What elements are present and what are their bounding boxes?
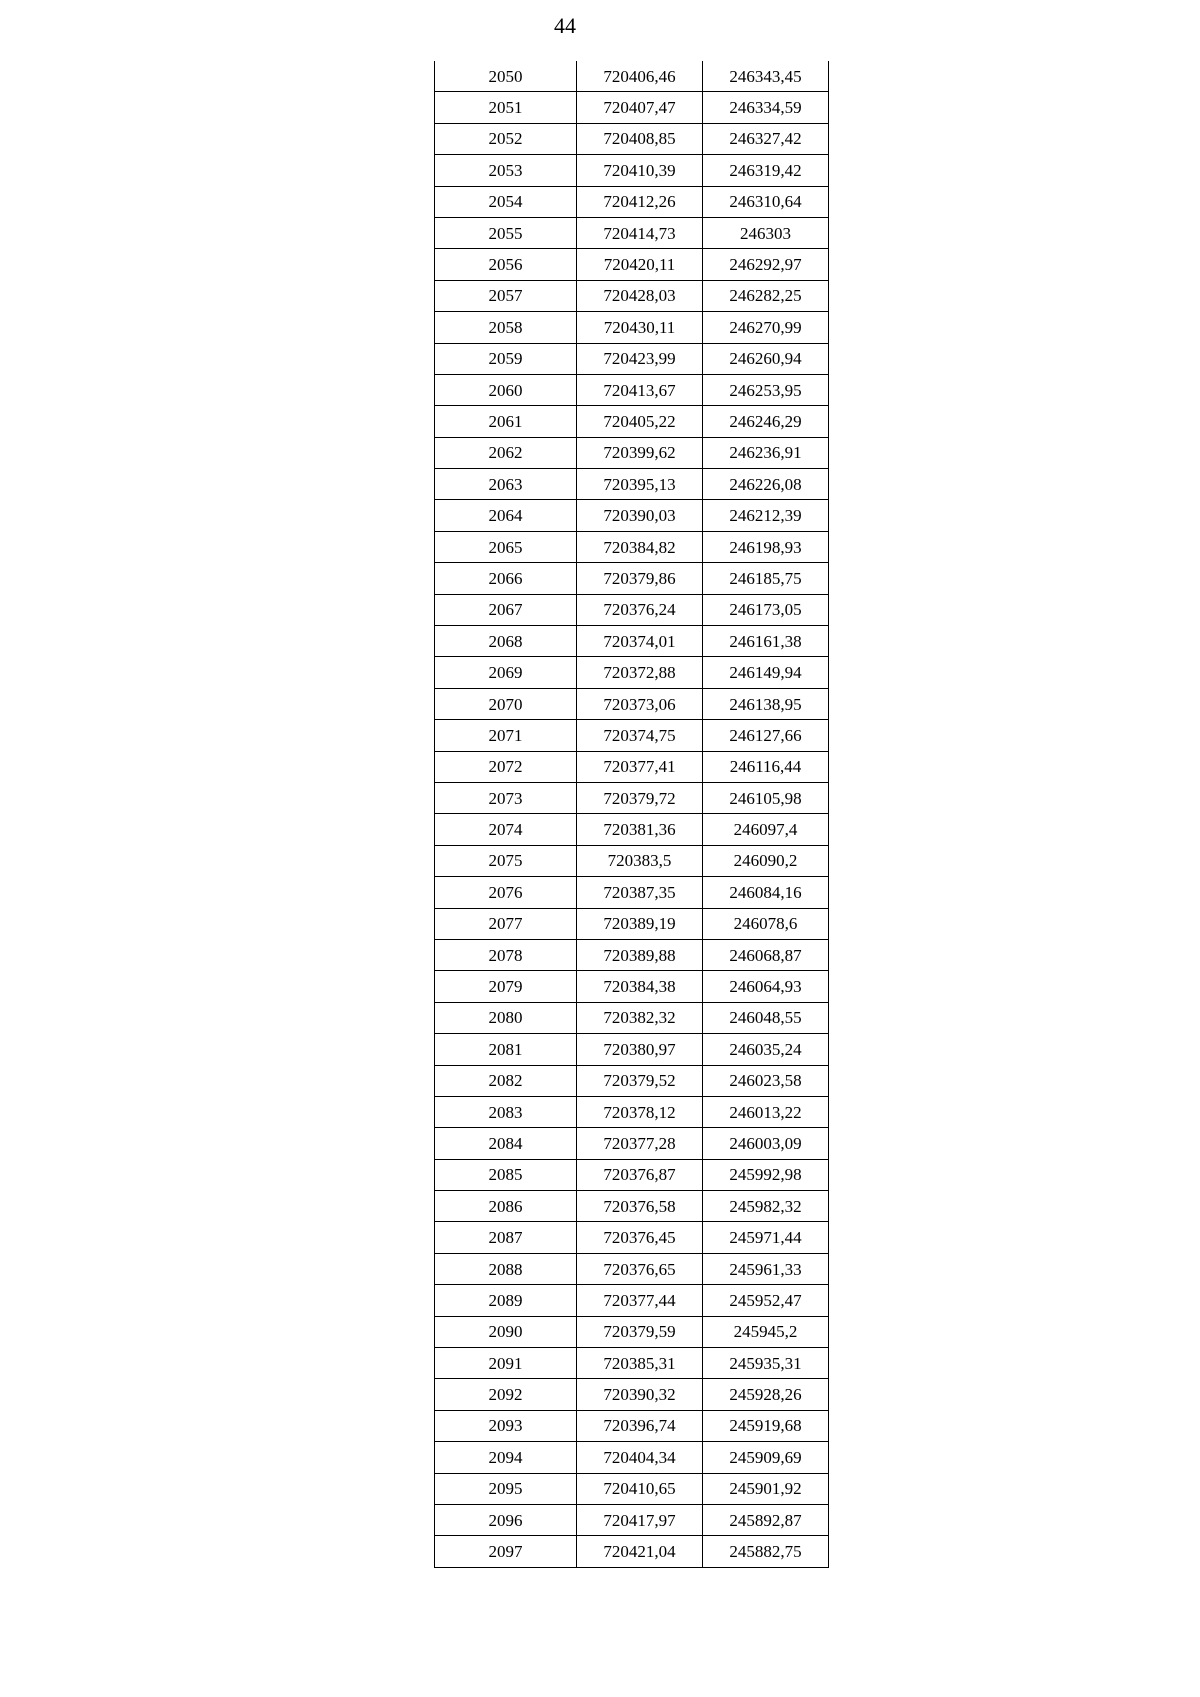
table-row (435, 1253, 829, 1284)
table-row (435, 217, 829, 248)
y-coordinate-cell: 246003,09 (703, 1128, 829, 1159)
x-coordinate-cell: 720372,88 (577, 657, 703, 688)
y-coordinate-cell: 245945,2 (703, 1316, 829, 1347)
point-number-cell: 2085 (435, 1159, 577, 1190)
y-coordinate-cell: 246260,94 (703, 343, 829, 374)
point-number-cell: 2083 (435, 1096, 577, 1127)
table-row (435, 123, 829, 154)
x-coordinate-cell: 720374,75 (577, 720, 703, 751)
x-coordinate-cell: 720384,38 (577, 971, 703, 1002)
table-row (435, 92, 829, 123)
point-number-cell: 2064 (435, 500, 577, 531)
x-coordinate-cell: 720377,41 (577, 751, 703, 782)
y-coordinate-cell: 246226,08 (703, 469, 829, 500)
y-coordinate-cell: 246035,24 (703, 1034, 829, 1065)
point-number-cell: 2071 (435, 720, 577, 751)
y-coordinate-cell: 246116,44 (703, 751, 829, 782)
point-number-cell: 2053 (435, 155, 577, 186)
y-coordinate-cell: 246078,6 (703, 908, 829, 939)
table-row (435, 469, 829, 500)
y-coordinate-cell: 245961,33 (703, 1253, 829, 1284)
x-coordinate-cell: 720410,39 (577, 155, 703, 186)
point-number-cell: 2065 (435, 531, 577, 562)
table-row (435, 406, 829, 437)
x-coordinate-cell: 720376,45 (577, 1222, 703, 1253)
point-number-cell: 2095 (435, 1473, 577, 1504)
table-row (435, 1065, 829, 1096)
table-row (435, 1222, 829, 1253)
x-coordinate-cell: 720407,47 (577, 92, 703, 123)
y-coordinate-cell: 246319,42 (703, 155, 829, 186)
x-coordinate-cell: 720395,13 (577, 469, 703, 500)
point-number-cell: 2090 (435, 1316, 577, 1347)
point-number-cell: 2058 (435, 312, 577, 343)
point-number-cell: 2060 (435, 374, 577, 405)
table-row (435, 1410, 829, 1441)
y-coordinate-cell: 246048,55 (703, 1002, 829, 1033)
y-coordinate-cell: 246138,95 (703, 688, 829, 719)
table-row (435, 61, 829, 92)
table-row (435, 1002, 829, 1033)
point-number-cell: 2054 (435, 186, 577, 217)
y-coordinate-cell: 245952,47 (703, 1285, 829, 1316)
table-row (435, 531, 829, 562)
table-row (435, 1442, 829, 1473)
point-number-cell: 2073 (435, 782, 577, 813)
x-coordinate-cell: 720376,87 (577, 1159, 703, 1190)
y-coordinate-cell: 246246,29 (703, 406, 829, 437)
y-coordinate-cell: 246023,58 (703, 1065, 829, 1096)
x-coordinate-cell: 720382,32 (577, 1002, 703, 1033)
table-row (435, 971, 829, 1002)
table-row (435, 437, 829, 468)
point-number-cell: 2079 (435, 971, 577, 1002)
table-row (435, 1536, 829, 1567)
x-coordinate-cell: 720387,35 (577, 877, 703, 908)
point-number-cell: 2067 (435, 594, 577, 625)
point-number-cell: 2069 (435, 657, 577, 688)
y-coordinate-cell: 246127,66 (703, 720, 829, 751)
y-coordinate-cell: 246097,4 (703, 814, 829, 845)
point-number-cell: 2070 (435, 688, 577, 719)
table-row (435, 155, 829, 186)
y-coordinate-cell: 246185,75 (703, 563, 829, 594)
point-number-cell: 2063 (435, 469, 577, 500)
table-row (435, 1316, 829, 1347)
point-number-cell: 2051 (435, 92, 577, 123)
table-row (435, 1191, 829, 1222)
y-coordinate-cell: 246303 (703, 217, 829, 248)
y-coordinate-cell: 245928,26 (703, 1379, 829, 1410)
table-row (435, 1034, 829, 1065)
x-coordinate-cell: 720376,58 (577, 1191, 703, 1222)
y-coordinate-cell: 246173,05 (703, 594, 829, 625)
y-coordinate-cell: 246282,25 (703, 280, 829, 311)
point-number-cell: 2057 (435, 280, 577, 311)
table-row (435, 626, 829, 657)
y-coordinate-cell: 245882,75 (703, 1536, 829, 1567)
y-coordinate-cell: 246334,59 (703, 92, 829, 123)
y-coordinate-cell: 246105,98 (703, 782, 829, 813)
x-coordinate-cell: 720383,5 (577, 845, 703, 876)
x-coordinate-cell: 720404,34 (577, 1442, 703, 1473)
x-coordinate-cell: 720417,97 (577, 1504, 703, 1535)
y-coordinate-cell: 246198,93 (703, 531, 829, 562)
y-coordinate-cell: 245892,87 (703, 1504, 829, 1535)
y-coordinate-cell: 245971,44 (703, 1222, 829, 1253)
point-number-cell: 2055 (435, 217, 577, 248)
table-row (435, 374, 829, 405)
point-number-cell: 2066 (435, 563, 577, 594)
x-coordinate-cell: 720385,31 (577, 1348, 703, 1379)
y-coordinate-cell: 245992,98 (703, 1159, 829, 1190)
point-number-cell: 2076 (435, 877, 577, 908)
table-row (435, 500, 829, 531)
x-coordinate-cell: 720376,65 (577, 1253, 703, 1284)
point-number-cell: 2075 (435, 845, 577, 876)
table-row (435, 249, 829, 280)
point-number-cell: 2094 (435, 1442, 577, 1473)
y-coordinate-cell: 246327,42 (703, 123, 829, 154)
x-coordinate-cell: 720389,19 (577, 908, 703, 939)
y-coordinate-cell: 246084,16 (703, 877, 829, 908)
table-row (435, 657, 829, 688)
x-coordinate-cell: 720376,24 (577, 594, 703, 625)
y-coordinate-cell: 246013,22 (703, 1096, 829, 1127)
point-number-cell: 2062 (435, 437, 577, 468)
x-coordinate-cell: 720379,59 (577, 1316, 703, 1347)
x-coordinate-cell: 720412,26 (577, 186, 703, 217)
table-row (435, 1504, 829, 1535)
point-number-cell: 2097 (435, 1536, 577, 1567)
x-coordinate-cell: 720380,97 (577, 1034, 703, 1065)
x-coordinate-cell: 720414,73 (577, 217, 703, 248)
x-coordinate-cell: 720405,22 (577, 406, 703, 437)
table-row (435, 563, 829, 594)
table-row (435, 594, 829, 625)
x-coordinate-cell: 720390,03 (577, 500, 703, 531)
y-coordinate-cell: 246310,64 (703, 186, 829, 217)
point-number-cell: 2091 (435, 1348, 577, 1379)
x-coordinate-cell: 720379,72 (577, 782, 703, 813)
x-coordinate-cell: 720390,32 (577, 1379, 703, 1410)
y-coordinate-cell: 245935,31 (703, 1348, 829, 1379)
table-row (435, 1285, 829, 1316)
x-coordinate-cell: 720421,04 (577, 1536, 703, 1567)
x-coordinate-cell: 720406,46 (577, 61, 703, 92)
point-number-cell: 2084 (435, 1128, 577, 1159)
table-row (435, 1128, 829, 1159)
y-coordinate-cell: 246270,99 (703, 312, 829, 343)
x-coordinate-cell: 720423,99 (577, 343, 703, 374)
x-coordinate-cell: 720379,86 (577, 563, 703, 594)
y-coordinate-cell: 246090,2 (703, 845, 829, 876)
y-coordinate-cell: 246236,91 (703, 437, 829, 468)
y-coordinate-cell: 246212,39 (703, 500, 829, 531)
point-number-cell: 2050 (435, 61, 577, 92)
table-row (435, 845, 829, 876)
point-number-cell: 2056 (435, 249, 577, 280)
point-number-cell: 2080 (435, 1002, 577, 1033)
point-number-cell: 2059 (435, 343, 577, 374)
x-coordinate-cell: 720410,65 (577, 1473, 703, 1504)
table-row (435, 782, 829, 813)
x-coordinate-cell: 720413,67 (577, 374, 703, 405)
table-row (435, 186, 829, 217)
x-coordinate-cell: 720396,74 (577, 1410, 703, 1441)
point-number-cell: 2078 (435, 939, 577, 970)
x-coordinate-cell: 720378,12 (577, 1096, 703, 1127)
y-coordinate-cell: 245919,68 (703, 1410, 829, 1441)
table-row (435, 280, 829, 311)
point-number-cell: 2061 (435, 406, 577, 437)
y-coordinate-cell: 245909,69 (703, 1442, 829, 1473)
point-number-cell: 2052 (435, 123, 577, 154)
x-coordinate-cell: 720430,11 (577, 312, 703, 343)
point-number-cell: 2082 (435, 1065, 577, 1096)
x-coordinate-cell: 720374,01 (577, 626, 703, 657)
table-row (435, 1379, 829, 1410)
point-number-cell: 2087 (435, 1222, 577, 1253)
y-coordinate-cell: 246064,93 (703, 971, 829, 1002)
x-coordinate-cell: 720381,36 (577, 814, 703, 845)
y-coordinate-cell: 245982,32 (703, 1191, 829, 1222)
point-number-cell: 2089 (435, 1285, 577, 1316)
y-coordinate-cell: 245901,92 (703, 1473, 829, 1504)
point-number-cell: 2088 (435, 1253, 577, 1284)
x-coordinate-cell: 720377,44 (577, 1285, 703, 1316)
x-coordinate-cell: 720384,82 (577, 531, 703, 562)
page-number: 44 (554, 13, 576, 38)
y-coordinate-cell: 246149,94 (703, 657, 829, 688)
table-row (435, 939, 829, 970)
point-number-cell: 2074 (435, 814, 577, 845)
point-number-cell: 2072 (435, 751, 577, 782)
table-row (435, 1159, 829, 1190)
y-coordinate-cell: 246161,38 (703, 626, 829, 657)
y-coordinate-cell: 246068,87 (703, 939, 829, 970)
table-row (435, 343, 829, 374)
table-row (435, 688, 829, 719)
y-coordinate-cell: 246343,45 (703, 61, 829, 92)
table-row (435, 908, 829, 939)
table-row (435, 814, 829, 845)
point-number-cell: 2092 (435, 1379, 577, 1410)
table-row (435, 312, 829, 343)
point-number-cell: 2068 (435, 626, 577, 657)
x-coordinate-cell: 720379,52 (577, 1065, 703, 1096)
point-number-cell: 2081 (435, 1034, 577, 1065)
table-row (435, 877, 829, 908)
x-coordinate-cell: 720420,11 (577, 249, 703, 280)
point-number-cell: 2093 (435, 1410, 577, 1441)
x-coordinate-cell: 720428,03 (577, 280, 703, 311)
table-row (435, 1473, 829, 1504)
point-number-cell: 2086 (435, 1191, 577, 1222)
coordinates-table-body (435, 61, 829, 1567)
point-number-cell: 2077 (435, 908, 577, 939)
table-row (435, 751, 829, 782)
x-coordinate-cell: 720377,28 (577, 1128, 703, 1159)
x-coordinate-cell: 720399,62 (577, 437, 703, 468)
table-row (435, 1096, 829, 1127)
x-coordinate-cell: 720373,06 (577, 688, 703, 719)
x-coordinate-cell: 720389,88 (577, 939, 703, 970)
coordinates-table (434, 61, 829, 1568)
table-row (435, 1348, 829, 1379)
x-coordinate-cell: 720408,85 (577, 123, 703, 154)
point-number-cell: 2096 (435, 1504, 577, 1535)
y-coordinate-cell: 246292,97 (703, 249, 829, 280)
y-coordinate-cell: 246253,95 (703, 374, 829, 405)
table-row (435, 720, 829, 751)
